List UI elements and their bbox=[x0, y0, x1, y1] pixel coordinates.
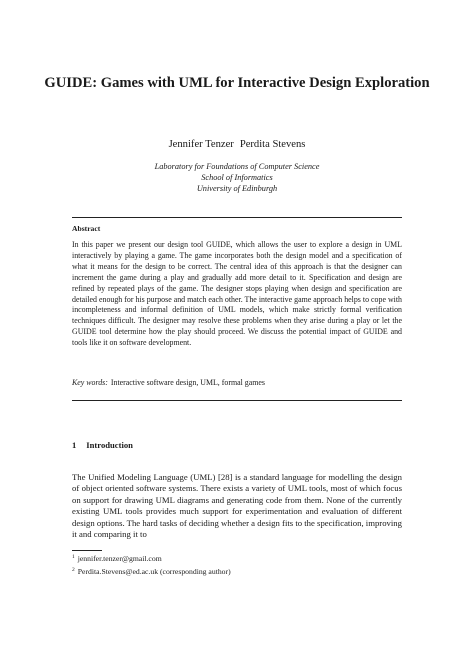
footnote bbox=[72, 552, 402, 565]
author-name: Perdita Stevens bbox=[239, 139, 306, 150]
keywords bbox=[72, 378, 402, 389]
section-number: 1 bbox=[72, 440, 77, 450]
section-body-text: The Unified Modeling Language (UML) [28] is a standard language for modelling the design of object oriented software systems. There exists a variety of UML tools, most of which focus on support for drawing UML diagrams and generating code from them. None of the currently existing UML tools provides much support for experimentation and evaluation of different design options. The hard tasks of deciding whether a design fits to the specification, improving it and comparing it to bbox=[72, 472, 402, 540]
footnote bbox=[72, 565, 402, 578]
footnote-text: jennifer.tenzer@gmail.com bbox=[77, 554, 162, 563]
abstract-bottom-rule bbox=[72, 400, 402, 401]
affiliation bbox=[40, 161, 434, 195]
abstract-heading: Abstract bbox=[72, 224, 101, 233]
section-title: Introduction bbox=[86, 440, 133, 450]
author-name: Jennifer Tenzer bbox=[168, 139, 234, 150]
author-list bbox=[40, 138, 434, 152]
affiliation-line: School of Informatics bbox=[201, 173, 273, 183]
footnote-text: Perdita.Stevens@ed.ac.uk (corresponding author) bbox=[77, 566, 231, 576]
footnote-rule bbox=[72, 550, 102, 551]
keywords-label: Key words: bbox=[72, 378, 108, 387]
paper-title: GUIDE: Games with UML for Interactive Design Exploration bbox=[44, 75, 430, 91]
abstract-text: In this paper we present our design tool GUIDE, which allows the user to explore a design in UML interactively by playing a game. The game incorporates both the design model and a specification of what it means for the design to be correct. The central idea of this approach is that the designer can increment the game during a play and gradually add more detail to it. Specification and design are refined by repeated plays of the game. The designer stops playing when design and specification are detailed enough for his purpose and match each other. The interactive game approach helps to cope with incompleteness and informal definition of UML models, which make strictly formal verification techniques difficult. The designer may resolve these problems when they arise during a play or let the GUIDE tool determine how the play should proceed. We discuss the potential impact of GUIDE and tools like it on software development. bbox=[72, 240, 402, 348]
keywords-text: Interactive software design, UML, formal games bbox=[110, 378, 265, 387]
affiliation-line: Laboratory for Foundations of Computer Science bbox=[154, 162, 320, 171]
footnote-mark: 1 bbox=[72, 554, 75, 560]
footnote-mark: 2 bbox=[72, 566, 75, 573]
section-heading bbox=[72, 440, 133, 451]
footnotes bbox=[72, 552, 402, 577]
affiliation-line: University of Edinburgh bbox=[196, 184, 278, 194]
abstract-top-rule bbox=[72, 217, 402, 218]
